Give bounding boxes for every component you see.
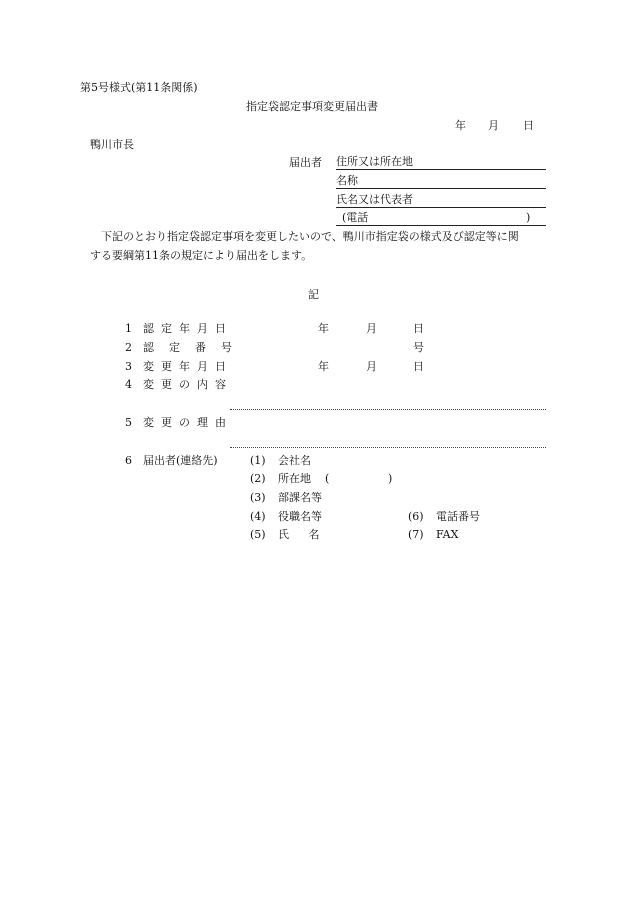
item-2-number: 2 xyxy=(125,341,132,354)
item-3-year: 年 xyxy=(318,360,329,373)
item-5-number: 5 xyxy=(125,416,132,429)
applicant-label: 届出者 xyxy=(289,156,322,169)
addressee: 鴨川市長 xyxy=(90,138,134,151)
item-1-month: 月 xyxy=(366,322,377,335)
contact-6-number: (6) xyxy=(408,510,424,523)
item-1-day: 日 xyxy=(413,322,424,335)
applicant-phone-field[interactable] xyxy=(336,211,546,226)
contact-2-paren-open: ( xyxy=(325,472,330,485)
item-4-label: 変更の内容 xyxy=(143,378,233,391)
change-content-line[interactable] xyxy=(230,409,546,410)
item-2-suffix: 号 xyxy=(413,341,424,354)
contact-7-number: (7) xyxy=(408,528,424,541)
body-line-1: 下記のとおり指定袋認定事項を変更したいので、鴨川市指定袋の様式及び認定等に関 xyxy=(101,230,519,243)
contact-2-number: (2) xyxy=(250,472,266,485)
contact-7-label: FAX xyxy=(436,528,459,541)
applicant-representative-field[interactable] xyxy=(336,193,546,208)
applicant-name-label: 名称 xyxy=(336,174,358,187)
document-title: 指定袋認定事項変更届出書 xyxy=(246,100,378,113)
applicant-address-label: 住所又は所在地 xyxy=(336,155,413,168)
contact-5-number: (5) xyxy=(250,528,266,541)
item-1-label: 認定年月日 xyxy=(143,322,233,335)
change-reason-line[interactable] xyxy=(230,447,546,448)
contact-2-label: 所在地 xyxy=(278,472,311,485)
date-year-label: 年 xyxy=(455,119,466,132)
contact-5-label: 氏 名 xyxy=(278,528,328,541)
item-2-label: 認定番号 xyxy=(143,341,247,354)
contact-4-label: 役職名等 xyxy=(278,510,322,523)
contact-6-label: 電話番号 xyxy=(436,510,480,523)
item-4-number: 4 xyxy=(125,378,132,391)
applicant-phone-close: ) xyxy=(526,211,531,224)
applicant-phone-label: (電話 xyxy=(342,211,369,224)
date-month-label: 月 xyxy=(488,119,499,132)
item-1-year: 年 xyxy=(318,322,329,335)
item-3-label: 変更年月日 xyxy=(143,360,233,373)
ki-heading: 記 xyxy=(308,288,319,301)
body-line-2: する要綱第11条の規定により届出をします。 xyxy=(90,249,313,262)
contact-4-number: (4) xyxy=(250,510,266,523)
item-1-number: 1 xyxy=(125,322,132,335)
contact-1-number: (1) xyxy=(250,454,266,467)
contact-3-number: (3) xyxy=(250,491,266,504)
item-5-label: 変更の理由 xyxy=(143,416,233,429)
applicant-representative-label: 氏名又は代表者 xyxy=(336,193,413,206)
item-3-day: 日 xyxy=(413,360,424,373)
item-6-number: 6 xyxy=(125,454,132,467)
contact-2-paren-close: ) xyxy=(388,472,393,485)
contact-3-label: 部課名等 xyxy=(278,491,322,504)
item-3-month: 月 xyxy=(366,360,377,373)
contact-1-label: 会社名 xyxy=(278,454,311,467)
form-number: 第5号様式(第11条関係) xyxy=(80,81,198,94)
item-6-label: 届出者(連絡先) xyxy=(143,454,218,467)
date-day-label: 日 xyxy=(523,119,534,132)
applicant-address-field[interactable] xyxy=(336,155,546,170)
item-3-number: 3 xyxy=(125,360,132,373)
applicant-name-field[interactable] xyxy=(336,174,546,189)
